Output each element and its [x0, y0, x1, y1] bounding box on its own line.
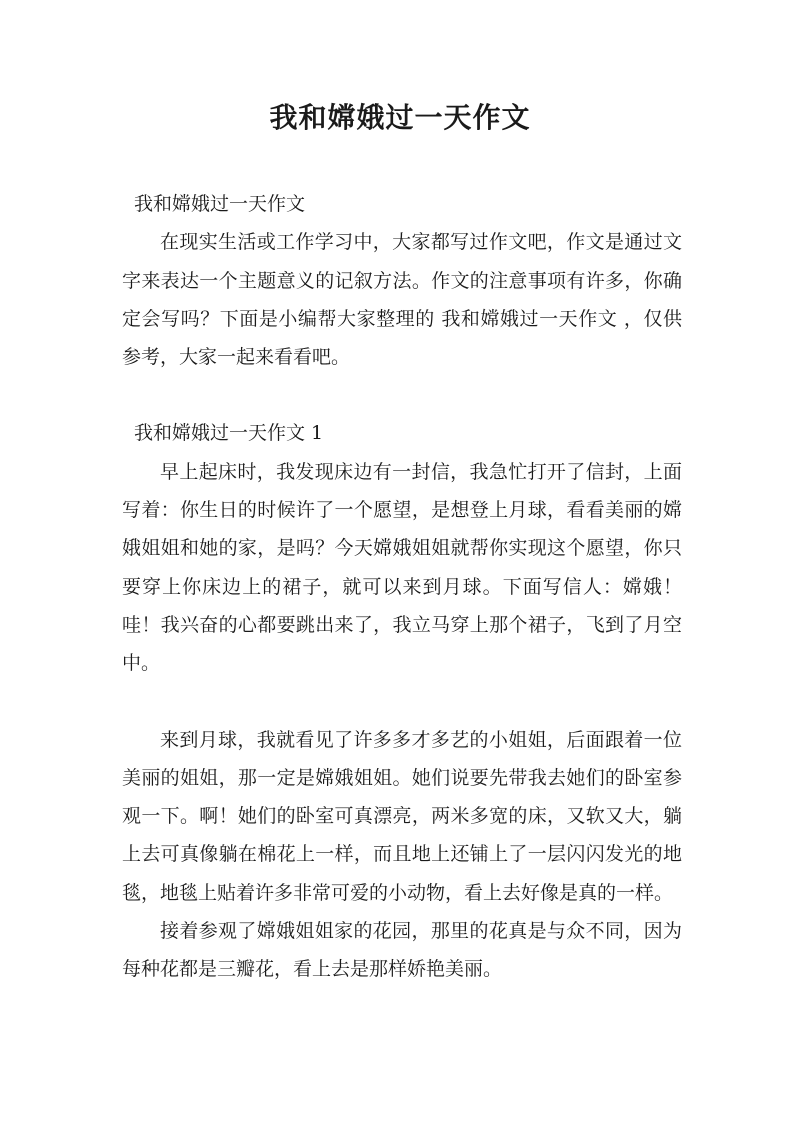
intro-heading: 我和嫦娥过一天作文	[134, 193, 306, 215]
document-title: 我和嫦娥过一天作文	[269, 101, 531, 134]
section1-heading: 我和嫦娥过一天作文 1	[134, 422, 324, 445]
section1-paragraph-3: 接着参观了嫦娥姐姐家的花园，那里的花真是与众不同，因为每种花都是三瓣花，看上去是那样娇艳美丽。	[122, 920, 682, 981]
document-body	[122, 185, 682, 989]
paragraph-gap	[122, 683, 682, 721]
section1-paragraph-1: 早上起床时，我发现床边有一封信，我急忙打开了信封，上面写着：你生日的时候许了一个愿望，是想登上月球，看看美丽的嫦娥姐姐和她的家，是吗？今天嫦娥姐姐就帮你实现这个愿望，你只要穿上你床边上的裙子，就可以来到月球。下面写信人：嫦娥！哇！我兴奋的心都要跳出来了，我立马穿上那个裙子，飞到了月空中。	[122, 460, 682, 675]
intro-paragraph: 在现实生活或工作学习中，大家都写过作文吧，作文是通过文字来表达一个主题意义的记叙方法。作文的注意事项有许多，你确定会写吗？下面是小编帮大家整理的 我和嫦娥过一天作文 ，仅供参考，大家一起来看看吧。	[122, 231, 682, 369]
section1-paragraph-2: 来到月球，我就看见了许多多才多艺的小姐姐，后面跟着一位美丽的姐姐，那一定是嫦娥姐姐。她们说要先带我去她们的卧室参观一下。啊！她们的卧室可真漂亮，两米多宽的床，又软又大，躺上去可真像躺在棉花上一样，而且地上还铺上了一层闪闪发光的地毯，地毯上贴着许多非常可爱的小动物，看上去好像是真的一样。	[122, 728, 682, 904]
paragraph-gap	[122, 376, 682, 414]
